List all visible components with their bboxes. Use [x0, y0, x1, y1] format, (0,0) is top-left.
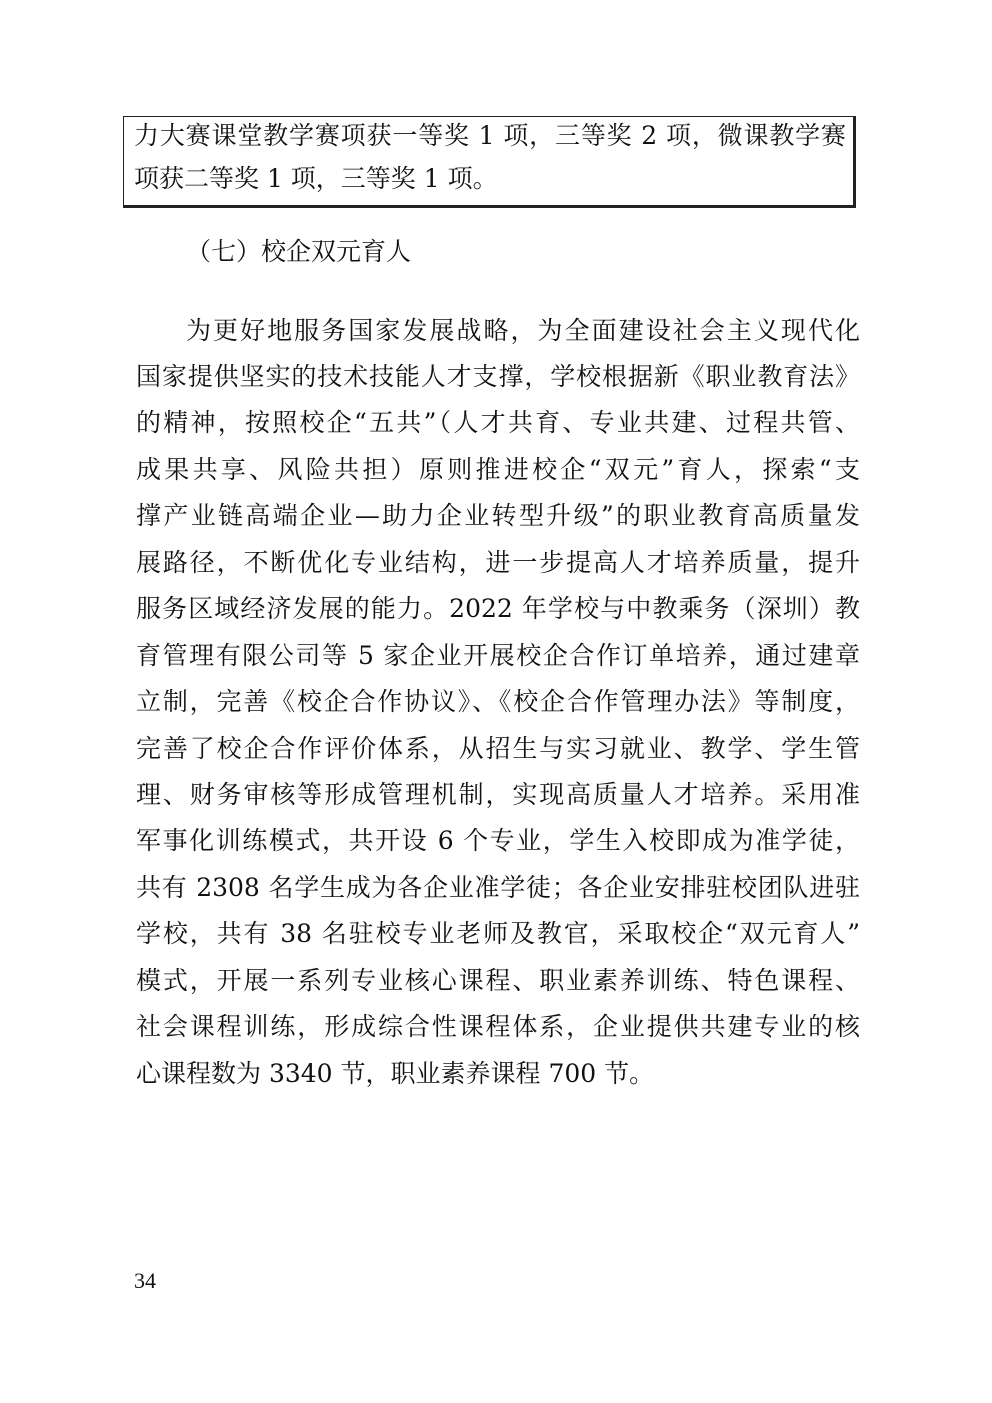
paragraph-line-12: 军事化训练模式，共开设 6 个专业，学生入校即成为准学徒， — [136, 826, 860, 855]
paragraph-line-7: 服务区域经济发展的能力。2022 年学校与中教乘务（深圳）教 — [136, 594, 860, 623]
paragraph-line-3: 的精神，按照校企“五共”（人才共育、专业共建、过程共管、 — [136, 408, 860, 437]
paragraph-line-5: 撑产业链高端企业—助力企业转型升级”的职业教育高质量发 — [136, 501, 860, 530]
paragraph-line-10: 完善了校企合作评价体系，从招生与实习就业、教学、学生管 — [136, 734, 860, 763]
paragraph-line-1: 为更好地服务国家发展战略，为全面建设社会主义现代化 — [186, 316, 860, 345]
paragraph-line-17: 心课程数为 3340 节，职业素养课程 700 节。 — [136, 1059, 655, 1088]
paragraph-line-15: 模式，开展一系列专业核心课程、职业素养训练、特色课程、 — [136, 966, 860, 995]
paragraph-line-11: 理、财务审核等形成管理机制，实现高质量人才培养。采用准 — [136, 780, 860, 809]
paragraph-line-4: 成果共享、风险共担）原则推进校企“双元”育人，探索“支 — [136, 455, 860, 484]
paragraph-line-14: 学校，共有 38 名驻校专业老师及教官，采取校企“双元育人” — [136, 919, 860, 948]
paragraph-line-9: 立制，完善《校企合作协议》、《校企合作管理办法》等制度， — [136, 687, 860, 716]
page-number: 34 — [134, 1268, 156, 1293]
paragraph-line-13: 共有 2308 名学生成为各企业准学徒；各企业安排驻校团队进驻 — [136, 873, 860, 902]
section-heading: （七）校企双元育人 — [186, 237, 412, 266]
box-line-2: 项获二等奖 1 项，三等奖 1 项。 — [134, 164, 498, 193]
paragraph-line-8: 育管理有限公司等 5 家企业开展校企合作订单培养，通过建章 — [136, 641, 860, 670]
paragraph-line-2: 国家提供坚实的技术技能人才支撑，学校根据新《职业教育法》 — [136, 362, 860, 391]
paragraph-line-16: 社会课程训练，形成综合性课程体系，企业提供共建专业的核 — [136, 1012, 860, 1041]
box-line-1: 力大赛课堂教学赛项获一等奖 1 项，三等奖 2 项，微课教学赛 — [134, 121, 846, 150]
paragraph-line-6: 展路径，不断优化专业结构，进一步提高人才培养质量，提升 — [136, 548, 860, 577]
